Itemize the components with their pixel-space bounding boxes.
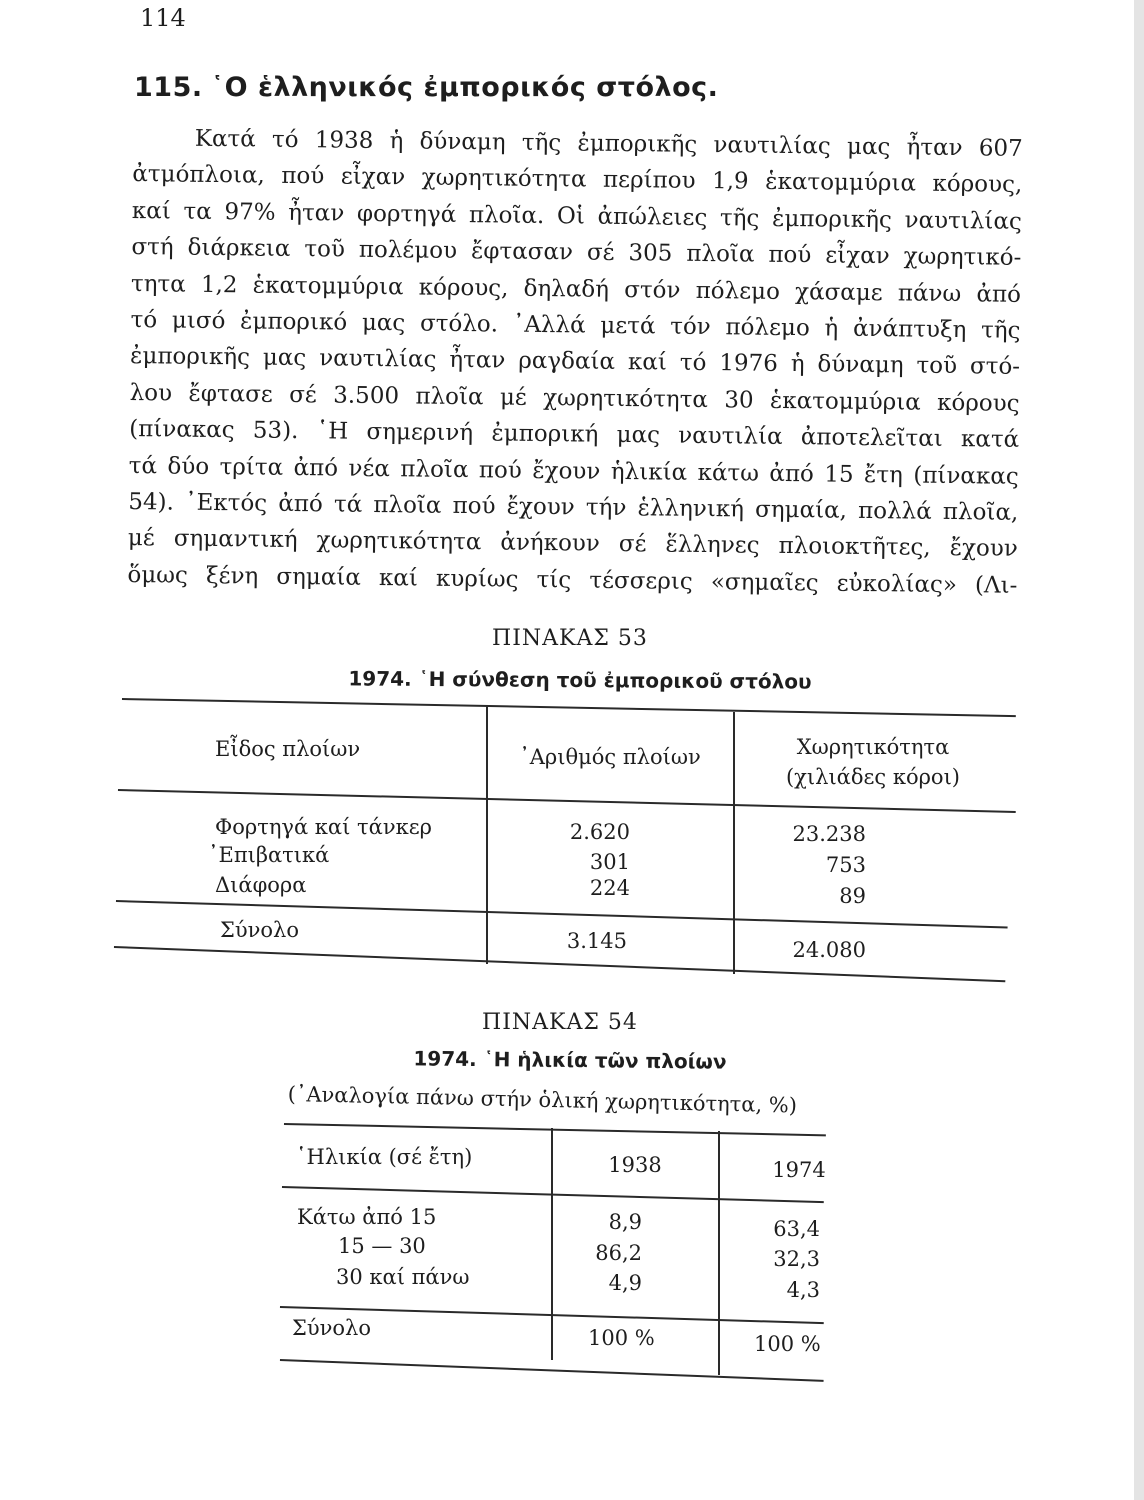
table53-row-capacity: 753	[825, 853, 866, 877]
table53-subtitle: 1974. ῾Η σύνθεση τοῦ ἐμπορικοῦ στόλου	[348, 666, 812, 694]
table54-row-age: 30 καί πάνω	[336, 1265, 470, 1289]
table54-top-rule	[284, 1123, 826, 1136]
paragraph-line: λου ἔφτασε σέ 3.500 πλοῖα μέ χωρητικότητα 30 ἑκατομμύρια κόρους	[129, 379, 1020, 417]
table53-row-type: ᾿Επιβατικά	[208, 843, 330, 867]
table54-row-1974: 32,3	[773, 1247, 820, 1271]
table54-total-1938: 100 %	[588, 1326, 655, 1350]
table53-header-count: ᾿Αριθμός πλοίων	[519, 745, 701, 769]
table53-row-capacity: 23.238	[792, 822, 866, 846]
section-number: 115.	[134, 72, 203, 103]
paragraph-line: ἐμπορικῆς μας ναυτιλίας ἦταν ραγδαία καί τό 1976 ἡ δύναμη τοῦ στό-	[129, 343, 1021, 381]
table53-caption: ΠΙΝΑΚΑΣ 53	[492, 626, 648, 651]
table53-header-capacity-unit: (χιλιάδες κόροι)	[785, 765, 961, 789]
section-title: ῾Ο ἑλληνικός ἐμπορικός στόλος.	[210, 72, 719, 103]
paragraph-line: τό μισό ἐμπορικό μας στόλο. ᾿Αλλά μετά τόν πόλεμο ἡ ἀνάπτυξη τῆς	[130, 306, 1021, 344]
table54-note: (᾿Αναλογία πάνω στήν ὁλική χωρητικότητα, %)	[287, 1082, 798, 1118]
table53-row-count: 2.620	[569, 820, 630, 844]
table53-top-rule	[122, 698, 1016, 717]
table54-subtitle: 1974. ῾Η ἡλικία τῶν πλοίων	[413, 1046, 727, 1074]
table54-divider	[551, 1128, 553, 1360]
table53-header-capacity: Χωρητικότητα	[796, 735, 950, 759]
table54-header-1974: 1974	[772, 1158, 826, 1182]
table53-row-type: Διάφορα	[215, 873, 307, 897]
paragraph-line: καί τα 97% ἦταν φορτηγά πλοῖα. Οἱ ἀπώλειες τῆς ἐμπορικῆς ναυτιλίας	[131, 197, 1022, 235]
paragraph-line: 54). ᾿Εκτός ἀπό τά πλοῖα πού ἔχουν τήν ἑλληνική σημαία, πολλά πλοῖα,	[128, 488, 1019, 526]
paragraph-line: ἀτμόπλοια, πού εἶχαν χωρητικότητα περίπου 1,9 ἑκατομμύρια κόρους,	[132, 161, 1023, 199]
table54-row-1938: 4,9	[608, 1271, 642, 1295]
table53-total-count: 3.145	[566, 929, 627, 953]
table53-header-rule	[118, 789, 1016, 813]
table54-row-age: 15 — 30	[338, 1234, 426, 1258]
table54-row-age: Κάτω ἀπό 15	[297, 1205, 437, 1229]
table54-row-1974: 63,4	[773, 1217, 820, 1241]
paragraph-line: (πίνακας 53). ῾Η σημερινή ἐμπορική μας ναυτιλία ἀποτελεῖται κατά	[129, 416, 1020, 453]
table54-divider	[718, 1131, 720, 1375]
paragraph-line: τά δύο τρίτα ἀπό νέα πλοῖα πού ἔχουν ἡλικία κάτω ἀπό 15 ἔτη (πίνακας	[128, 452, 1019, 490]
table53-row-type: Φορτηγά καί τάνκερ	[215, 815, 432, 839]
table54-header-rule	[282, 1186, 824, 1203]
table54-row-1938: 8,9	[608, 1210, 642, 1234]
page-edge	[1134, 0, 1144, 1500]
table54-header-1938: 1938	[608, 1153, 662, 1177]
table53-total-capacity: 24.080	[792, 938, 866, 962]
table54-row-1938: 86,2	[595, 1241, 642, 1265]
table54-caption: ΠΙΝΑΚΑΣ 54	[482, 1010, 638, 1035]
table53-divider	[733, 712, 735, 974]
table53-row-capacity: 89	[839, 884, 866, 908]
table53-header-type: Εἶδος πλοίων	[215, 737, 361, 761]
table54-total-label: Σύνολο	[292, 1316, 371, 1340]
table53-row-count: 301	[589, 850, 630, 874]
table53-divider	[486, 706, 488, 964]
table53-row-count: 224	[589, 876, 630, 900]
table54-row-1974: 4,3	[786, 1278, 820, 1302]
section-heading	[134, 72, 718, 103]
paragraph-line: ὅμως ξένη σημαία καί κυρίως τίς τέσσερις «σημαῖες εὐκολίας» (Λι-	[127, 561, 1018, 599]
paragraph-line: μέ σημαντική χωρητικότητα ἀνήκουν σέ ἕλληνες πλοιοκτῆτες, ἔχουν	[127, 525, 1018, 563]
paragraph-line: τητα 1,2 ἑκατομμύρια κόρους, δηλαδή στόν πόλεμο χάσαμε πάνω ἀπό	[130, 270, 1022, 308]
table54-header-age: ῾Ηλικία (σέ ἔτη)	[296, 1145, 473, 1169]
page-number: 114	[140, 4, 186, 32]
body-paragraph	[127, 120, 1023, 604]
table54-bottom-rule	[280, 1359, 824, 1381]
paragraph-line: Κατά τό 1938 ἡ δύναμη τῆς ἐμπορικῆς ναυτιλίας μας ἦταν 607	[194, 125, 1023, 162]
table54-total-1974: 100 %	[754, 1332, 821, 1356]
paragraph-line: στή διάρκεια τοῦ πολέμου ἔφτασαν σέ 305 πλοῖα πού εἶχαν χωρητικό-	[131, 234, 1022, 272]
table53-total-label: Σύνολο	[220, 918, 299, 942]
